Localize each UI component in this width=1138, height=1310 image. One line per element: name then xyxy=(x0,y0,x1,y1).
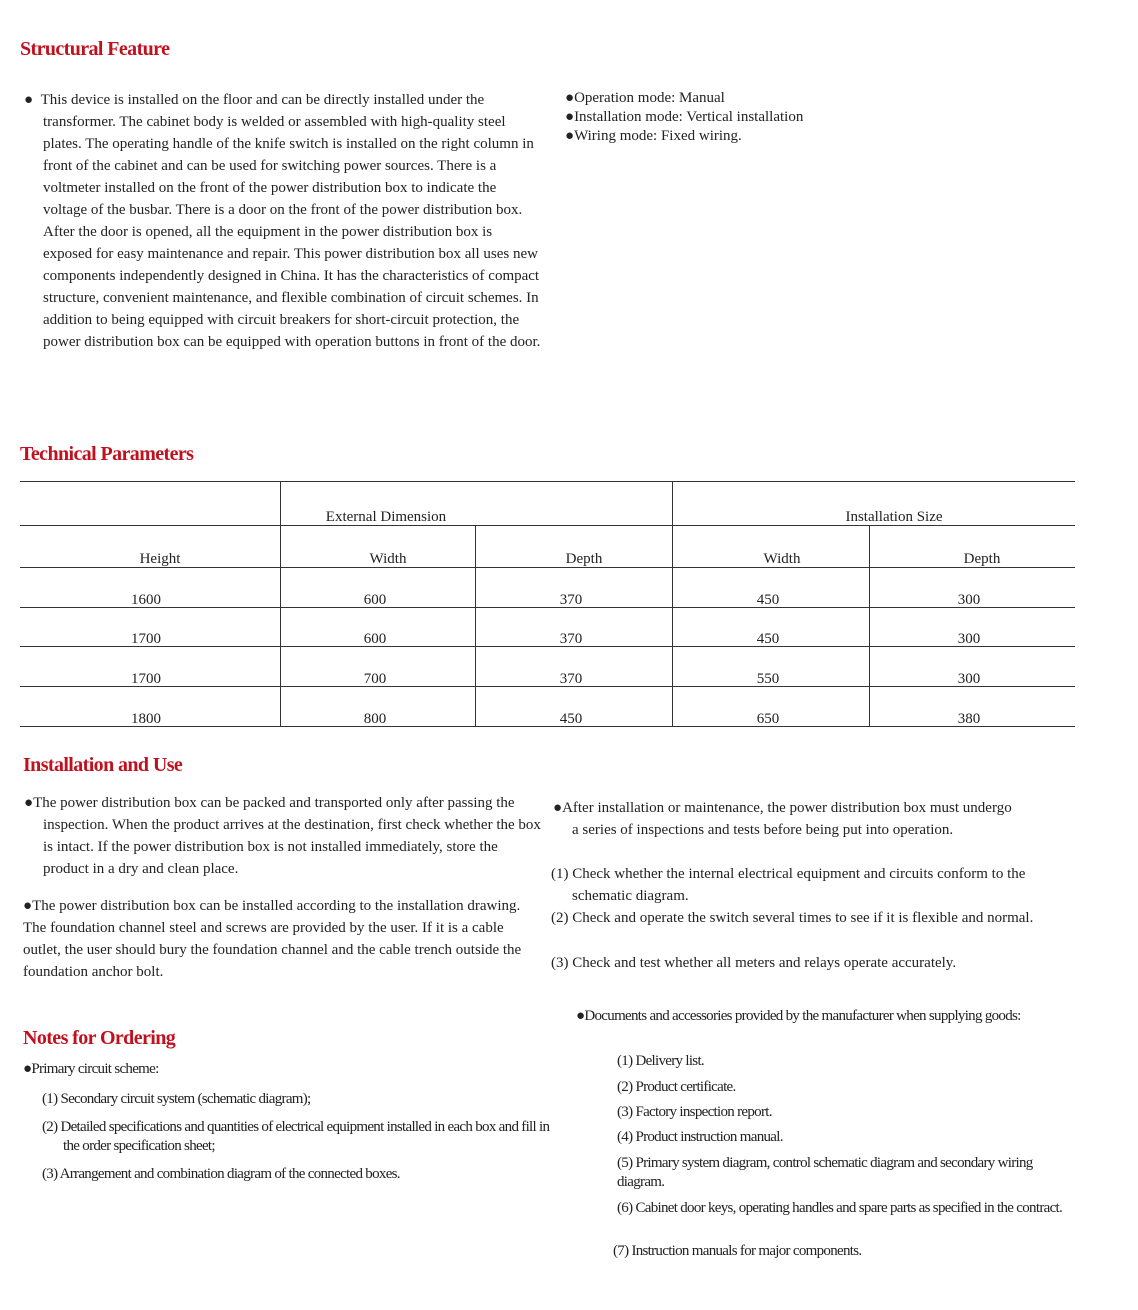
table-cell: 800 xyxy=(363,711,387,727)
column-header-install-depth: Depth xyxy=(963,551,1001,567)
installation-after: ●After installation or maintenance, the power distribution box must undergo a series of inspections and tests before being put into operation. xyxy=(553,800,1012,838)
structural-description-text: This device is installed on the floor and can be directly installed under the transformer. The cabinet body is welded or assembled with high-quality steel plates. The operating handle of the knife switch is installed on the right column in front of the cabinet and can be used for switching power sources. There is a voltmeter installed on the front of the power distribution box to indicate the voltage of the busbar. There is a door on the front of the power distribution box. After the door is opened, all the equipment in the power distribution box is exposed for easy maintenance and repair. This power distribution box all uses new components independently designed in China. It has the characteristics of compact structure, convenient maintenance, and flexible combination of circuit schemes. In addition to being equipped with circuit breakers for short-circuit protection, the power distribution box can be equipped with operation buttons in front of the door. xyxy=(40,92,541,350)
bullet-icon: ● xyxy=(23,1061,32,1077)
column-header-height: Height xyxy=(139,551,181,567)
bullet-icon: ● xyxy=(565,109,575,125)
bullet-icon: ● xyxy=(24,92,34,108)
installation-drawing: ●The power distribution box can be installed according to the installation drawing. The foundation channel steel and screws are provided by the user. If it is a cable outlet, the user should bury the foundation channel and the cable trench outside the foundation anchor bolt. xyxy=(23,898,522,980)
bullet-icon: ● xyxy=(24,795,34,811)
document-item: (7) Instruction manuals for major components. xyxy=(613,1243,862,1259)
table-cell: 370 xyxy=(559,631,583,647)
column-header-width: Width xyxy=(369,551,407,567)
technical-parameters-heading: Technical Parameters xyxy=(20,443,194,465)
order-item: (1) Secondary circuit system (schematic diagram); xyxy=(42,1091,311,1107)
installation-transport: ●The power distribution box can be packed and transported only after passing the inspection. When the product arrives at the destination, first check whether the box is intact. If the power distribution box is not installed immediately, store the product in a dry and clean place. xyxy=(24,795,541,877)
order-item: (2) Detailed specifications and quantities of electrical equipment installed in each box and fill in the order specification sheet; xyxy=(42,1119,550,1154)
table-cell: 600 xyxy=(363,631,387,647)
group-header-installation: Installation Size xyxy=(845,509,943,525)
bullet-icon: ● xyxy=(553,800,563,816)
table-cell: 300 xyxy=(957,671,981,687)
order-item: (3) Arrangement and combination diagram of the connected boxes. xyxy=(42,1166,400,1182)
table-cell: 1700 xyxy=(131,671,161,687)
table-cell: 450 xyxy=(756,631,780,647)
column-header-depth: Depth xyxy=(565,551,603,567)
document-item: (6) Cabinet door keys, operating handles and spare parts as specified in the contract. xyxy=(617,1200,1063,1216)
table-rule xyxy=(20,481,1075,482)
structural-description xyxy=(24,89,543,353)
table-cell: 380 xyxy=(957,711,981,727)
bullet-icon: ● xyxy=(565,128,575,144)
document-item: (5) Primary system diagram, control schematic diagram and secondary wiring diagram. xyxy=(617,1155,1033,1190)
check-item: (2) Check and operate the switch several times to see if it is flexible and normal. xyxy=(551,910,1034,926)
check-item: (3) Check and test whether all meters and relays operate accurately. xyxy=(551,955,957,971)
mode-item-operation: ●Operation mode: Manual xyxy=(565,90,725,106)
mode-item-installation: ●Installation mode: Vertical installation xyxy=(565,109,804,125)
document-item: (4) Product instruction manual. xyxy=(617,1129,783,1145)
bullet-icon: ● xyxy=(23,898,33,914)
table-cell: 300 xyxy=(957,592,981,608)
table-cell: 450 xyxy=(756,592,780,608)
structural-feature-heading: Structural Feature xyxy=(20,38,170,60)
bullet-icon: ● xyxy=(565,90,575,106)
table-cell: 600 xyxy=(363,592,387,608)
document-item: (3) Factory inspection report. xyxy=(617,1104,772,1120)
document-item: (2) Product certificate. xyxy=(617,1079,736,1095)
installation-heading: Installation and Use xyxy=(23,754,183,776)
primary-circuit-scheme: ●Primary circuit scheme: xyxy=(23,1061,159,1077)
table-cell: 550 xyxy=(756,671,780,687)
documents-intro: ●Documents and accessories provided by the manufacturer when supplying goods: xyxy=(576,1008,1021,1024)
table-cell: 1600 xyxy=(131,592,161,608)
table-cell: 700 xyxy=(363,671,387,687)
table-cell: 450 xyxy=(559,711,583,727)
table-cell: 370 xyxy=(559,671,583,687)
table-cell: 1800 xyxy=(131,711,161,727)
table-cell: 650 xyxy=(756,711,780,727)
table-cell: 370 xyxy=(559,592,583,608)
table-cell: 1700 xyxy=(131,631,161,647)
mode-item-wiring: ●Wiring mode: Fixed wiring. xyxy=(565,128,742,144)
group-header-external: External Dimension xyxy=(325,509,447,525)
check-item: (1) Check whether the internal electrical equipment and circuits conform to the schematic diagram. xyxy=(551,866,1026,904)
table-cell: 300 xyxy=(957,631,981,647)
bullet-icon: ● xyxy=(576,1008,585,1024)
ordering-heading: Notes for Ordering xyxy=(23,1027,176,1049)
document-item: (1) Delivery list. xyxy=(617,1053,704,1069)
column-header-install-width: Width xyxy=(763,551,801,567)
